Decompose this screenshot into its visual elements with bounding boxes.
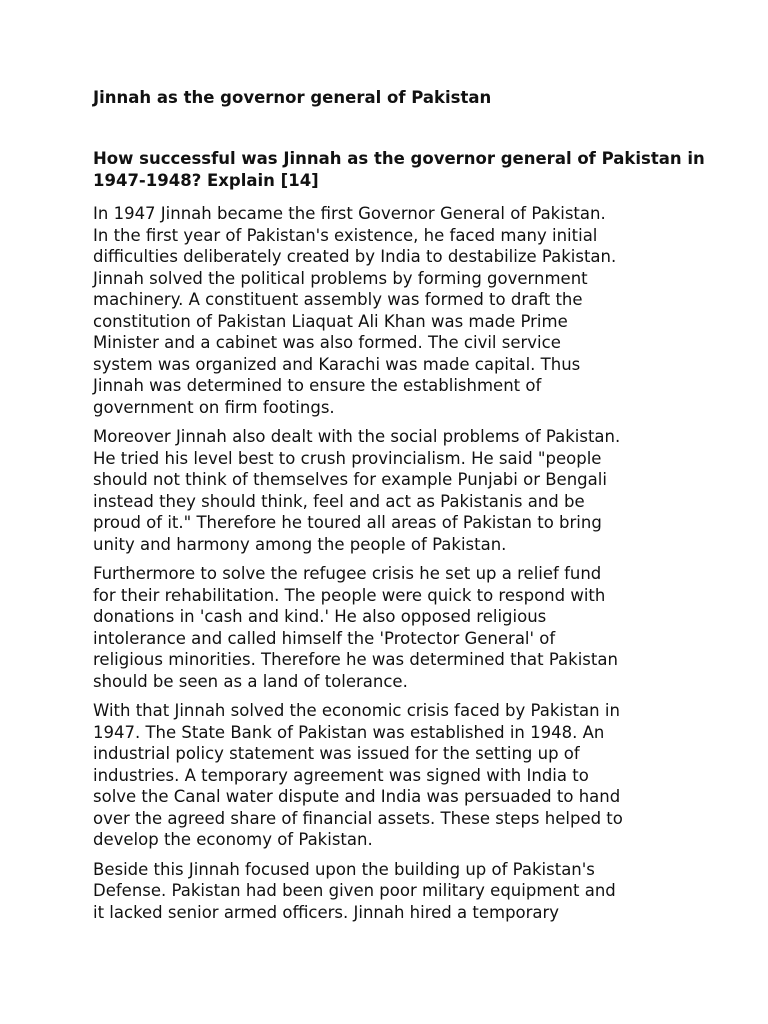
paragraph-political: In 1947 Jinnah became the first Governor General of Pakistan. In the first year of Pakistan's existence, he faced many initial difficulties deliberately created by India to destabilize Pakistan. Jinnah solved the political problems by forming government machinery. A constituent assembly was formed to draft the constitution of Pakistan Liaquat Ali Khan was made Prime Minister and a cabinet was also formed. The civil service system was organized and Karachi was made capital. Thus Jinnah was determined to ensure the establishment of government on firm footings. — [93, 204, 617, 417]
paragraph-refugee: Furthermore to solve the refugee crisis he set up a relief fund for their rehabilitation. The people were quick to respond with donations in 'cash and kind.' He also opposed religious intolerance and called himself the 'Protector General' of religious minorities. Therefore he was determined that Pakistan should be seen as a land of tolerance. — [93, 564, 618, 691]
paragraph-economic: With that Jinnah solved the economic crisis faced by Pakistan in 1947. The State Bank of Pakistan was established in 1948. An industrial policy statement was issued for the setting up of industries. A temporary agreement was signed with India to solve the Canal water dispute and India was persuaded to hand over the agreed share of financial assets. These steps helped to develop the economy of Pakistan. — [93, 701, 623, 849]
essay-question: How successful was Jinnah as the governor general of Pakistan in 1947-1948? Explain [14] — [93, 149, 705, 190]
paragraph-defense: Beside this Jinnah focused upon the building up of Pakistan's Defense. Pakistan had been given poor military equipment and it lacked senior armed officers. Jinnah hired a temporary — [93, 859, 616, 922]
essay-body — [93, 203, 713, 931]
document-title: Jinnah as the governor general of Pakistan — [93, 88, 492, 107]
paragraph-social: Moreover Jinnah also dealt with the social problems of Pakistan. He tried his level best to crush provincialism. He said "people should not think of themselves for example Punjabi or Bengali instead they should think, feel and act as Pakistanis and be proud of it." Therefore he toured all areas of Pakistan to bring unity and harmony among the people of Pakistan. — [93, 427, 621, 554]
